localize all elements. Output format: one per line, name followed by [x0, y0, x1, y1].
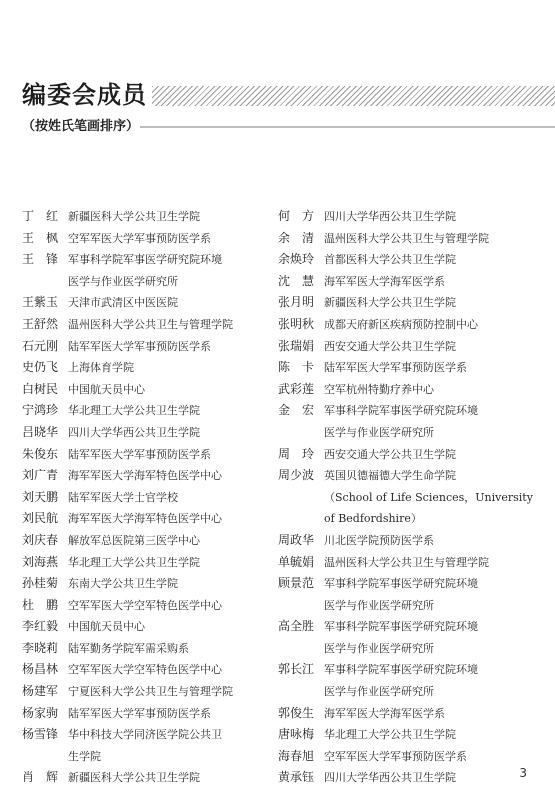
member-entry [22, 530, 267, 552]
affiliation-line: 西安交通大学公共卫生学院 [324, 339, 456, 353]
member-entry [278, 357, 550, 379]
member-name: 沈 慧 [278, 273, 315, 288]
affiliation-line: 东南大学公共卫生学院 [68, 577, 178, 591]
member-affiliation [68, 530, 267, 552]
affiliation-line: 医学与作业医学研究所 [324, 425, 434, 439]
member-affiliation [68, 292, 267, 314]
affiliation-line: 医学与作业医学研究所 [324, 641, 434, 655]
affiliation-line: 海军军医大学海军医学系 [324, 274, 445, 288]
member-name: 宁鸿珍 [22, 403, 59, 418]
member-affiliation [68, 336, 267, 358]
member-affiliation [324, 357, 550, 379]
affiliation-line: 温州医科大学公共卫生与管理学院 [324, 231, 489, 245]
member-entry [22, 724, 267, 767]
affiliation-line: 空军军医大学军事预防医学系 [68, 231, 211, 245]
member-name: 武彩莲 [278, 381, 315, 396]
member-entry [278, 616, 550, 659]
affiliation-line: 成都天府新区疾病预防控制中心 [324, 317, 478, 331]
member-entry [278, 530, 550, 552]
member-entry [22, 767, 267, 789]
member-affiliation [324, 444, 550, 466]
affiliation-line: 医学与作业医学研究所 [324, 598, 434, 612]
member-affiliation [324, 271, 550, 293]
member-name: 杨建军 [22, 684, 59, 699]
affiliation-line: 新疆医科大学公共卫生学院 [68, 771, 200, 785]
member-affiliation [324, 465, 550, 530]
member-affiliation [68, 314, 267, 336]
member-name: 王 锋 [22, 252, 59, 267]
member-affiliation [324, 228, 550, 250]
member-affiliation [324, 336, 550, 358]
member-affiliation [68, 508, 267, 530]
member-affiliation [324, 249, 550, 271]
affiliation-line: 医学与作业医学研究所 [324, 685, 434, 699]
affiliation-line: 中国航天员中心 [68, 382, 145, 396]
affiliation-line: 军事科学院军事医学研究院环境 [324, 404, 478, 418]
member-name: 刘天鹏 [22, 489, 59, 504]
member-name: 何 方 [278, 209, 315, 223]
member-name: 王 枫 [22, 230, 59, 245]
member-affiliation [68, 444, 267, 466]
member-name: 史仍飞 [22, 360, 59, 375]
affiliation-line: 军事科学院军事医学研究院环境 [68, 253, 222, 267]
affiliation-line: 医学与作业医学研究所 [68, 274, 178, 288]
affiliation-line: 陆军军医大学军事预防医学系 [324, 361, 467, 375]
affiliation-line: 军事科学院军事医学研究院环境 [324, 577, 478, 591]
member-entry [278, 703, 550, 725]
member-entry [22, 228, 267, 250]
member-name: 海春旭 [278, 748, 315, 763]
member-entry [22, 703, 267, 725]
member-affiliation [68, 379, 267, 401]
member-name: 郭长江 [278, 662, 315, 677]
member-affiliation [68, 400, 267, 422]
affiliation-line: of Bedfordshire） [324, 512, 422, 526]
member-name: 朱俊东 [22, 446, 59, 461]
member-entry [22, 336, 267, 358]
member-entry [278, 379, 550, 401]
member-entry [22, 249, 267, 292]
affiliation-line: （School of Life Sciences，University [324, 490, 533, 504]
member-affiliation [68, 681, 267, 703]
page-title: 编委会成员 [22, 81, 147, 109]
affiliation-line: 华中科技大学同济医学院公共卫 [68, 728, 222, 742]
member-entry [22, 206, 267, 228]
member-entry [278, 271, 550, 293]
member-name: 周少波 [278, 468, 315, 483]
affiliation-line: 解放军总医院第三医学中心 [68, 533, 200, 547]
member-affiliation [68, 228, 267, 250]
member-name: 陈 卡 [278, 360, 315, 375]
member-name: 刘广青 [22, 468, 59, 483]
member-name: 金 宏 [278, 403, 315, 418]
member-name: 李晓莉 [22, 640, 59, 655]
member-affiliation [68, 422, 267, 444]
hatched-title-rule [152, 86, 555, 106]
affiliation-line: 陆军军医大学军事预防医学系 [68, 706, 211, 720]
affiliation-line: 海军军医大学海军特色医学中心 [68, 469, 222, 483]
member-affiliation [324, 379, 550, 401]
affiliation-line: 陆军军医大学军事预防医学系 [68, 447, 211, 461]
member-affiliation [68, 767, 267, 789]
member-name: 余焕玲 [278, 252, 315, 267]
member-name: 唐咏梅 [278, 727, 315, 742]
section-header [0, 80, 555, 110]
member-entry [22, 400, 267, 422]
member-entry [278, 206, 550, 228]
member-entry [278, 228, 550, 250]
affiliation-line: 陆军勤务学院军需采购系 [68, 641, 189, 655]
member-name: 丁 红 [22, 209, 59, 223]
member-affiliation [68, 638, 267, 660]
member-name: 周政华 [278, 532, 315, 547]
member-affiliation [324, 573, 550, 616]
affiliation-line: 新疆医科大学公共卫生学院 [68, 210, 200, 223]
member-affiliation [68, 487, 267, 509]
member-affiliation [324, 400, 550, 443]
member-name: 周 玲 [278, 446, 315, 461]
member-entry [278, 336, 550, 358]
affiliation-line: 英国贝德福德大学生命学院 [324, 469, 456, 483]
member-affiliation [324, 703, 550, 725]
affiliation-line: 温州医科大学公共卫生与管理学院 [68, 317, 233, 331]
member-name: 刘海燕 [22, 554, 59, 569]
member-name: 张明秋 [278, 316, 315, 331]
affiliation-line: 华北理工大学公共卫生学院 [68, 404, 200, 418]
member-name: 黄承钰 [278, 770, 315, 785]
member-entry [278, 444, 550, 466]
affiliation-line: 海军军医大学海军特色医学中心 [68, 512, 222, 526]
member-entry [22, 292, 267, 314]
member-affiliation [68, 724, 267, 767]
member-entry [278, 552, 550, 574]
member-entry [22, 573, 267, 595]
affiliation-line: 空军军医大学空军特色医学中心 [68, 598, 222, 612]
member-name: 杜 鹏 [22, 597, 59, 612]
member-name: 肖 辉 [22, 770, 59, 785]
affiliation-line: 海军军医大学海军医学系 [324, 706, 445, 720]
member-affiliation [324, 530, 550, 552]
member-name: 刘庆春 [22, 532, 59, 547]
member-affiliation [68, 357, 267, 379]
member-entry [278, 465, 550, 530]
member-affiliation [324, 314, 550, 336]
member-affiliation [68, 249, 267, 292]
member-entry [22, 552, 267, 574]
subtitle-rule [140, 126, 555, 128]
affiliation-line: 西安交通大学公共卫生学院 [324, 447, 456, 461]
member-affiliation [68, 703, 267, 725]
affiliation-line: 上海体育学院 [68, 361, 134, 375]
member-name: 王舒然 [22, 316, 59, 331]
member-entry [22, 379, 267, 401]
member-name: 张月明 [278, 295, 315, 310]
member-name: 郭俊生 [278, 705, 315, 720]
member-name: 刘民航 [22, 511, 59, 526]
member-entry [22, 616, 267, 638]
affiliation-line: 军事科学院军事医学研究院环境 [324, 620, 478, 634]
affiliation-line: 空军军医大学空军特色医学中心 [68, 663, 222, 677]
member-affiliation [324, 552, 550, 574]
member-entry [22, 595, 267, 617]
affiliation-line: 军事科学院军事医学研究院环境 [324, 663, 478, 677]
member-entry [22, 681, 267, 703]
member-entry [22, 465, 267, 487]
member-entry [22, 487, 267, 509]
member-name: 王紫玉 [22, 295, 59, 310]
affiliation-line: 华北理工大学公共卫生学院 [68, 555, 200, 569]
member-affiliation [68, 616, 267, 638]
member-name: 孙桂菊 [22, 576, 59, 591]
member-name: 杨家驹 [22, 705, 59, 720]
member-entry [22, 508, 267, 530]
affiliation-line: 生学院 [68, 749, 101, 763]
affiliation-line: 空军杭州特勤疗养中心 [324, 382, 434, 396]
member-entry [278, 746, 550, 768]
member-entry [22, 314, 267, 336]
affiliation-line: 华北理工大学公共卫生学院 [324, 728, 456, 742]
member-affiliation [324, 206, 550, 228]
member-affiliation [68, 552, 267, 574]
member-affiliation [324, 616, 550, 659]
member-name: 高全胜 [278, 619, 315, 634]
member-list-right [278, 206, 550, 789]
affiliation-line: 陆军军医大学士官学校 [68, 490, 178, 504]
affiliation-line: 新疆医科大学公共卫生学院 [324, 296, 456, 310]
member-entry [22, 357, 267, 379]
affiliation-line: 首都医科大学公共卫生学院 [324, 253, 456, 267]
affiliation-line: 温州医科大学公共卫生与管理学院 [324, 555, 489, 569]
member-entry [22, 638, 267, 660]
member-affiliation [324, 746, 550, 768]
affiliation-line: 天津市武清区中医医院 [68, 296, 178, 310]
page-subtitle: （按姓氏笔画排序） [22, 119, 140, 134]
member-affiliation [68, 206, 267, 228]
subtitle-bar [0, 117, 555, 137]
affiliation-line: 宁夏医科大学公共卫生与管理学院 [68, 685, 233, 699]
affiliation-line: 空军军医大学军事预防医学系 [324, 749, 467, 763]
member-name: 白树民 [22, 381, 59, 396]
member-affiliation [324, 292, 550, 314]
affiliation-line: 四川大学华西公共卫生学院 [324, 210, 456, 223]
member-name: 张瑞娟 [278, 338, 315, 353]
member-entry [278, 724, 550, 746]
member-affiliation [324, 659, 550, 702]
member-affiliation [324, 767, 550, 789]
member-entry [22, 422, 267, 444]
member-name: 杨昌林 [22, 662, 59, 677]
member-name: 顾景范 [278, 576, 315, 591]
member-name: 单毓娟 [278, 554, 315, 569]
member-name: 李红毅 [22, 619, 59, 634]
member-affiliation [68, 573, 267, 595]
member-name: 吕晓华 [22, 424, 59, 439]
member-name: 石元刚 [22, 338, 59, 353]
member-name: 杨雪锋 [22, 727, 59, 742]
member-affiliation [324, 724, 550, 746]
member-entry [278, 573, 550, 616]
member-entry [278, 249, 550, 271]
member-entry [278, 767, 550, 789]
member-affiliation [68, 595, 267, 617]
member-entry [22, 659, 267, 681]
member-entry [278, 314, 550, 336]
affiliation-line: 中国航天员中心 [68, 620, 145, 634]
member-entry [278, 400, 550, 443]
page-number: 3 [519, 766, 527, 780]
member-entry [278, 292, 550, 314]
member-entry [278, 659, 550, 702]
member-list-left [22, 206, 267, 789]
member-affiliation [68, 659, 267, 681]
affiliation-line: 川北医学院预防医学系 [324, 533, 434, 547]
member-affiliation [68, 465, 267, 487]
affiliation-line: 陆军军医大学军事预防医学系 [68, 339, 211, 353]
affiliation-line: 四川大学华西公共卫生学院 [68, 425, 200, 439]
member-name: 余 清 [278, 230, 315, 245]
member-entry [22, 444, 267, 466]
affiliation-line: 四川大学华西公共卫生学院 [324, 771, 456, 785]
